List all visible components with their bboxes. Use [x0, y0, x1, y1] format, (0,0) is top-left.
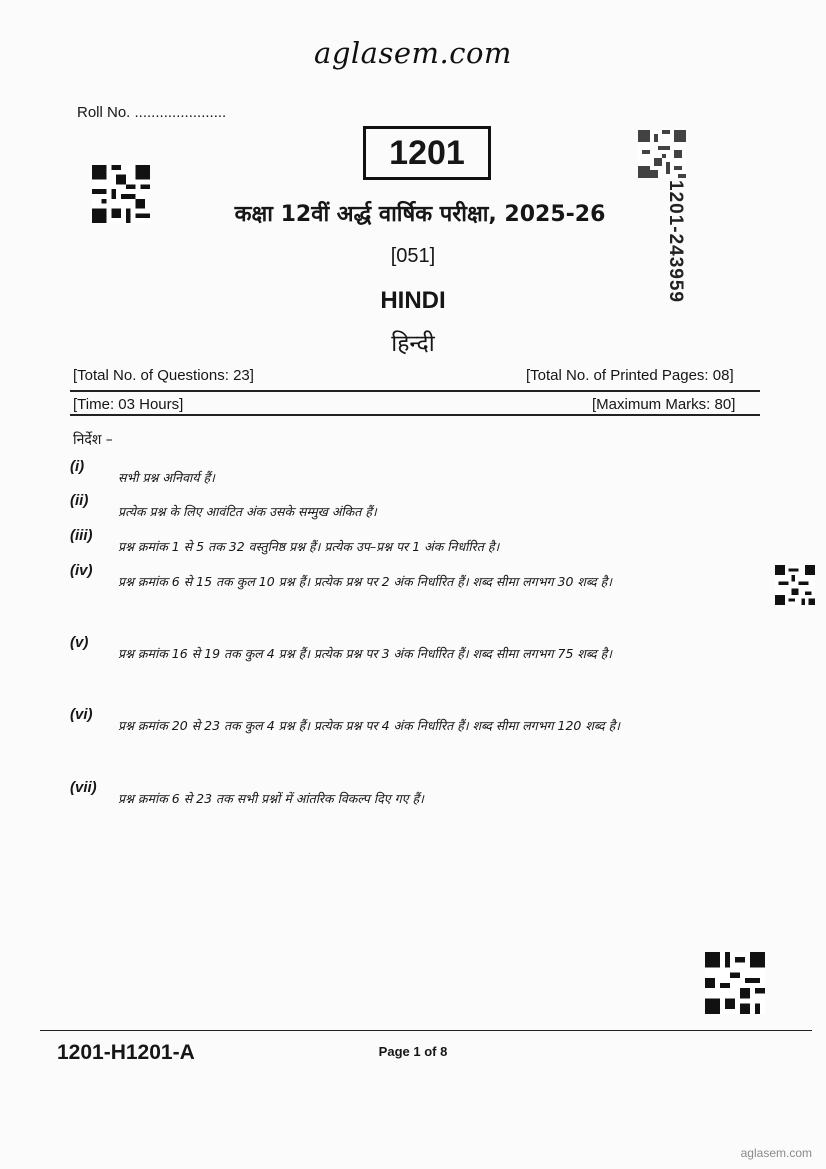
instruction-item	[70, 492, 790, 532]
instruction-number: (vi)	[70, 706, 93, 723]
instruction-text: प्रश्न क्रमांक 6 से 23 तक सभी प्रश्नों में आंतरिक विकल्प दिए गए हैं।	[118, 791, 424, 806]
qr-code-side	[775, 565, 815, 605]
instruction-number: (vii)	[70, 779, 97, 796]
paper-code-box: 1201	[363, 126, 491, 180]
time-allowed: [Time: 03 Hours]	[73, 396, 184, 413]
instruction-text: प्रत्येक प्रश्न के लिए आवंटित अंक उसके सम्मुख अंकित हैं।	[118, 504, 377, 519]
watermark-logo: aglasem.com	[314, 36, 512, 70]
roll-number-field: Roll No. ......................	[77, 104, 227, 121]
exam-title: कक्षा 12वीं अर्द्ध वार्षिक परीक्षा, 2025-26	[234, 202, 606, 227]
subject-code: [051]	[390, 245, 436, 267]
instruction-item	[70, 527, 790, 567]
maximum-marks: [Maximum Marks: 80]	[592, 396, 736, 413]
total-questions: [Total No. of Questions: 23]	[73, 367, 254, 384]
instruction-text: प्रश्न क्रमांक 6 से 15 तक कुल 10 प्रश्न हैं। प्रत्येक प्रश्न पर 2 अंक निर्धारित हैं। शब्द सीमा लगभग 30 शब्द है।	[118, 574, 613, 589]
total-pages: [Total No. of Printed Pages: 08]	[526, 367, 734, 384]
instruction-text: प्रश्न क्रमांक 1 से 5 तक 32 वस्तुनिष्ठ प्रश्न हैं। प्रत्येक उप–प्रश्न पर 1 अंक निर्धारित है।	[118, 539, 500, 554]
footer-paper-id: 1201-H1201-A	[57, 1041, 195, 1064]
site-credit: aglasem.com	[740, 1146, 812, 1160]
instruction-text: प्रश्न क्रमांक 20 से 23 तक कुल 4 प्रश्न हैं। प्रत्येक प्रश्न पर 4 अंक निर्धारित हैं। शब्द सीमा लगभग 120 शब्द है।	[118, 718, 620, 733]
subject-title-hindi: हिन्दी	[391, 331, 435, 357]
instruction-item	[70, 562, 790, 642]
page-number: Page 1 of 8	[378, 1044, 448, 1059]
instruction-text: प्रश्न क्रमांक 16 से 19 तक कुल 4 प्रश्न हैं। प्रत्येक प्रश्न पर 3 अंक निर्धारित हैं। शब्द सीमा लगभग 75 शब्द है।	[118, 646, 613, 661]
qr-code-top-left	[92, 165, 150, 223]
instruction-number: (v)	[70, 634, 89, 651]
instruction-number: (ii)	[70, 492, 89, 509]
footer-divider	[40, 1030, 812, 1031]
instruction-number: (iii)	[70, 527, 93, 544]
divider-line	[70, 390, 760, 392]
instruction-number: (iv)	[70, 562, 93, 579]
instructions-heading: निर्देश –	[73, 432, 113, 448]
instruction-text: सभी प्रश्न अनिवार्य हैं।	[118, 470, 215, 485]
qr-code-top-right	[638, 130, 686, 178]
divider-line	[70, 414, 760, 416]
instruction-number: (i)	[70, 458, 85, 475]
instruction-item	[70, 779, 790, 819]
instruction-item	[70, 706, 790, 786]
vertical-serial-number: 1201-243959	[665, 180, 686, 303]
qr-code-bottom	[705, 952, 765, 1014]
subject-title-english: HINDI	[380, 287, 446, 314]
instruction-item	[70, 634, 790, 714]
